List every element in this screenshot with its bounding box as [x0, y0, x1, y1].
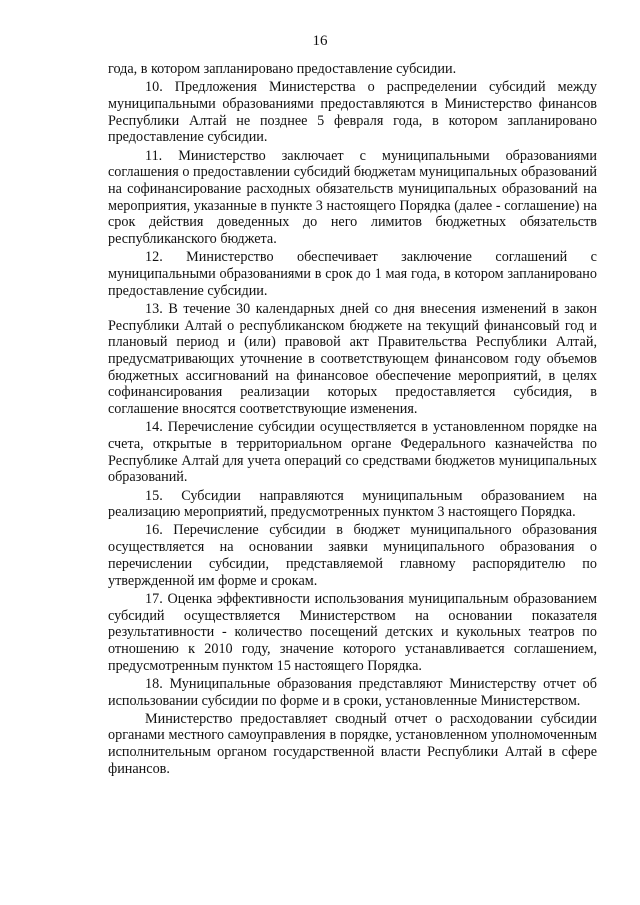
- paragraph-item-17: 17. Оценка эффективности использования муниципальным образованием субсидий осуществляется Министерством на основании показателя результативности - количество посещений детских и кукольных театров по отношению к 2010 году, значение которого устанавливается соглашением, предусмотренным пунктом 15 настоящего Порядка.: [108, 590, 597, 674]
- paragraph-item-11: 11. Министерство заключает с муниципальными образованиями соглашения о предоставлении субсидий бюджетам муниципальных образований на софинансирование расходных обязательств муниципальных образований на мероприятия, указанные в пункте 3 настоящего Порядка (далее - соглашение) на срок действия доведенных до него лимитов бюджетных обязательств республиканского бюджета.: [108, 147, 597, 248]
- paragraph-item-12: 12. Министерство обеспечивает заключение соглашений с муниципальными образованиями в срок до 1 мая года, в котором запланировано предоставление субсидии.: [108, 249, 597, 299]
- document-body: [108, 61, 597, 779]
- paragraph-item-13: 13. В течение 30 календарных дней со дня внесения изменений в закон Республики Алтай о республиканском бюджете на текущий финансовый год и плановый период и (или) правовой акт Правительства Республики Алтай, предусматривающих уточнение в соответствующем финансовом году объемов бюджетных ассигнований на финансовое обеспечение мероприятий, в целях софинансирования реализации которых предоставляется субсидия, в соглашение вносятся соответствующие изменения.: [108, 300, 597, 418]
- paragraph-item-14: 14. Перечисление субсидии осуществляется в установленном порядке на счета, открытые в территориальном органе Федерального казначейства по Республике Алтай для учета операций со средствами бюджетов муниципальных образований.: [108, 419, 597, 486]
- paragraph-item-15: 15. Субсидии направляются муниципальным образованием на реализацию мероприятий, предусмотренных пунктом 3 настоящего Порядка.: [108, 487, 597, 521]
- paragraph-item-10: 10. Предложения Министерства о распределении субсидий между муниципальными образованиями предоставляются в Министерство финансов Республики Алтай не позднее 5 февраля года, в котором запланировано предоставление субсидии.: [108, 79, 597, 146]
- paragraph-item-16: 16. Перечисление субсидии в бюджет муниципального образования осуществляется на основании заявки муниципального образования о перечислении субсидии, представляемой главному распорядителю по утвержденной им форме и срокам.: [108, 522, 597, 589]
- paragraph-continuation: года, в котором запланировано предоставление субсидии.: [108, 61, 457, 77]
- page-number: 16: [312, 33, 328, 49]
- paragraph-summary-report: Министерство предоставляет сводный отчет о расходовании субсидии органами местного самоуправления в порядке, установленном уполномоченным исполнительным органом государственной власти Республики Алтай в сфере финансов.: [108, 710, 597, 777]
- paragraph-item-18: 18. Муниципальные образования представляют Министерству отчет об использовании субсидии по форме и в сроки, установленные Министерством.: [108, 675, 597, 709]
